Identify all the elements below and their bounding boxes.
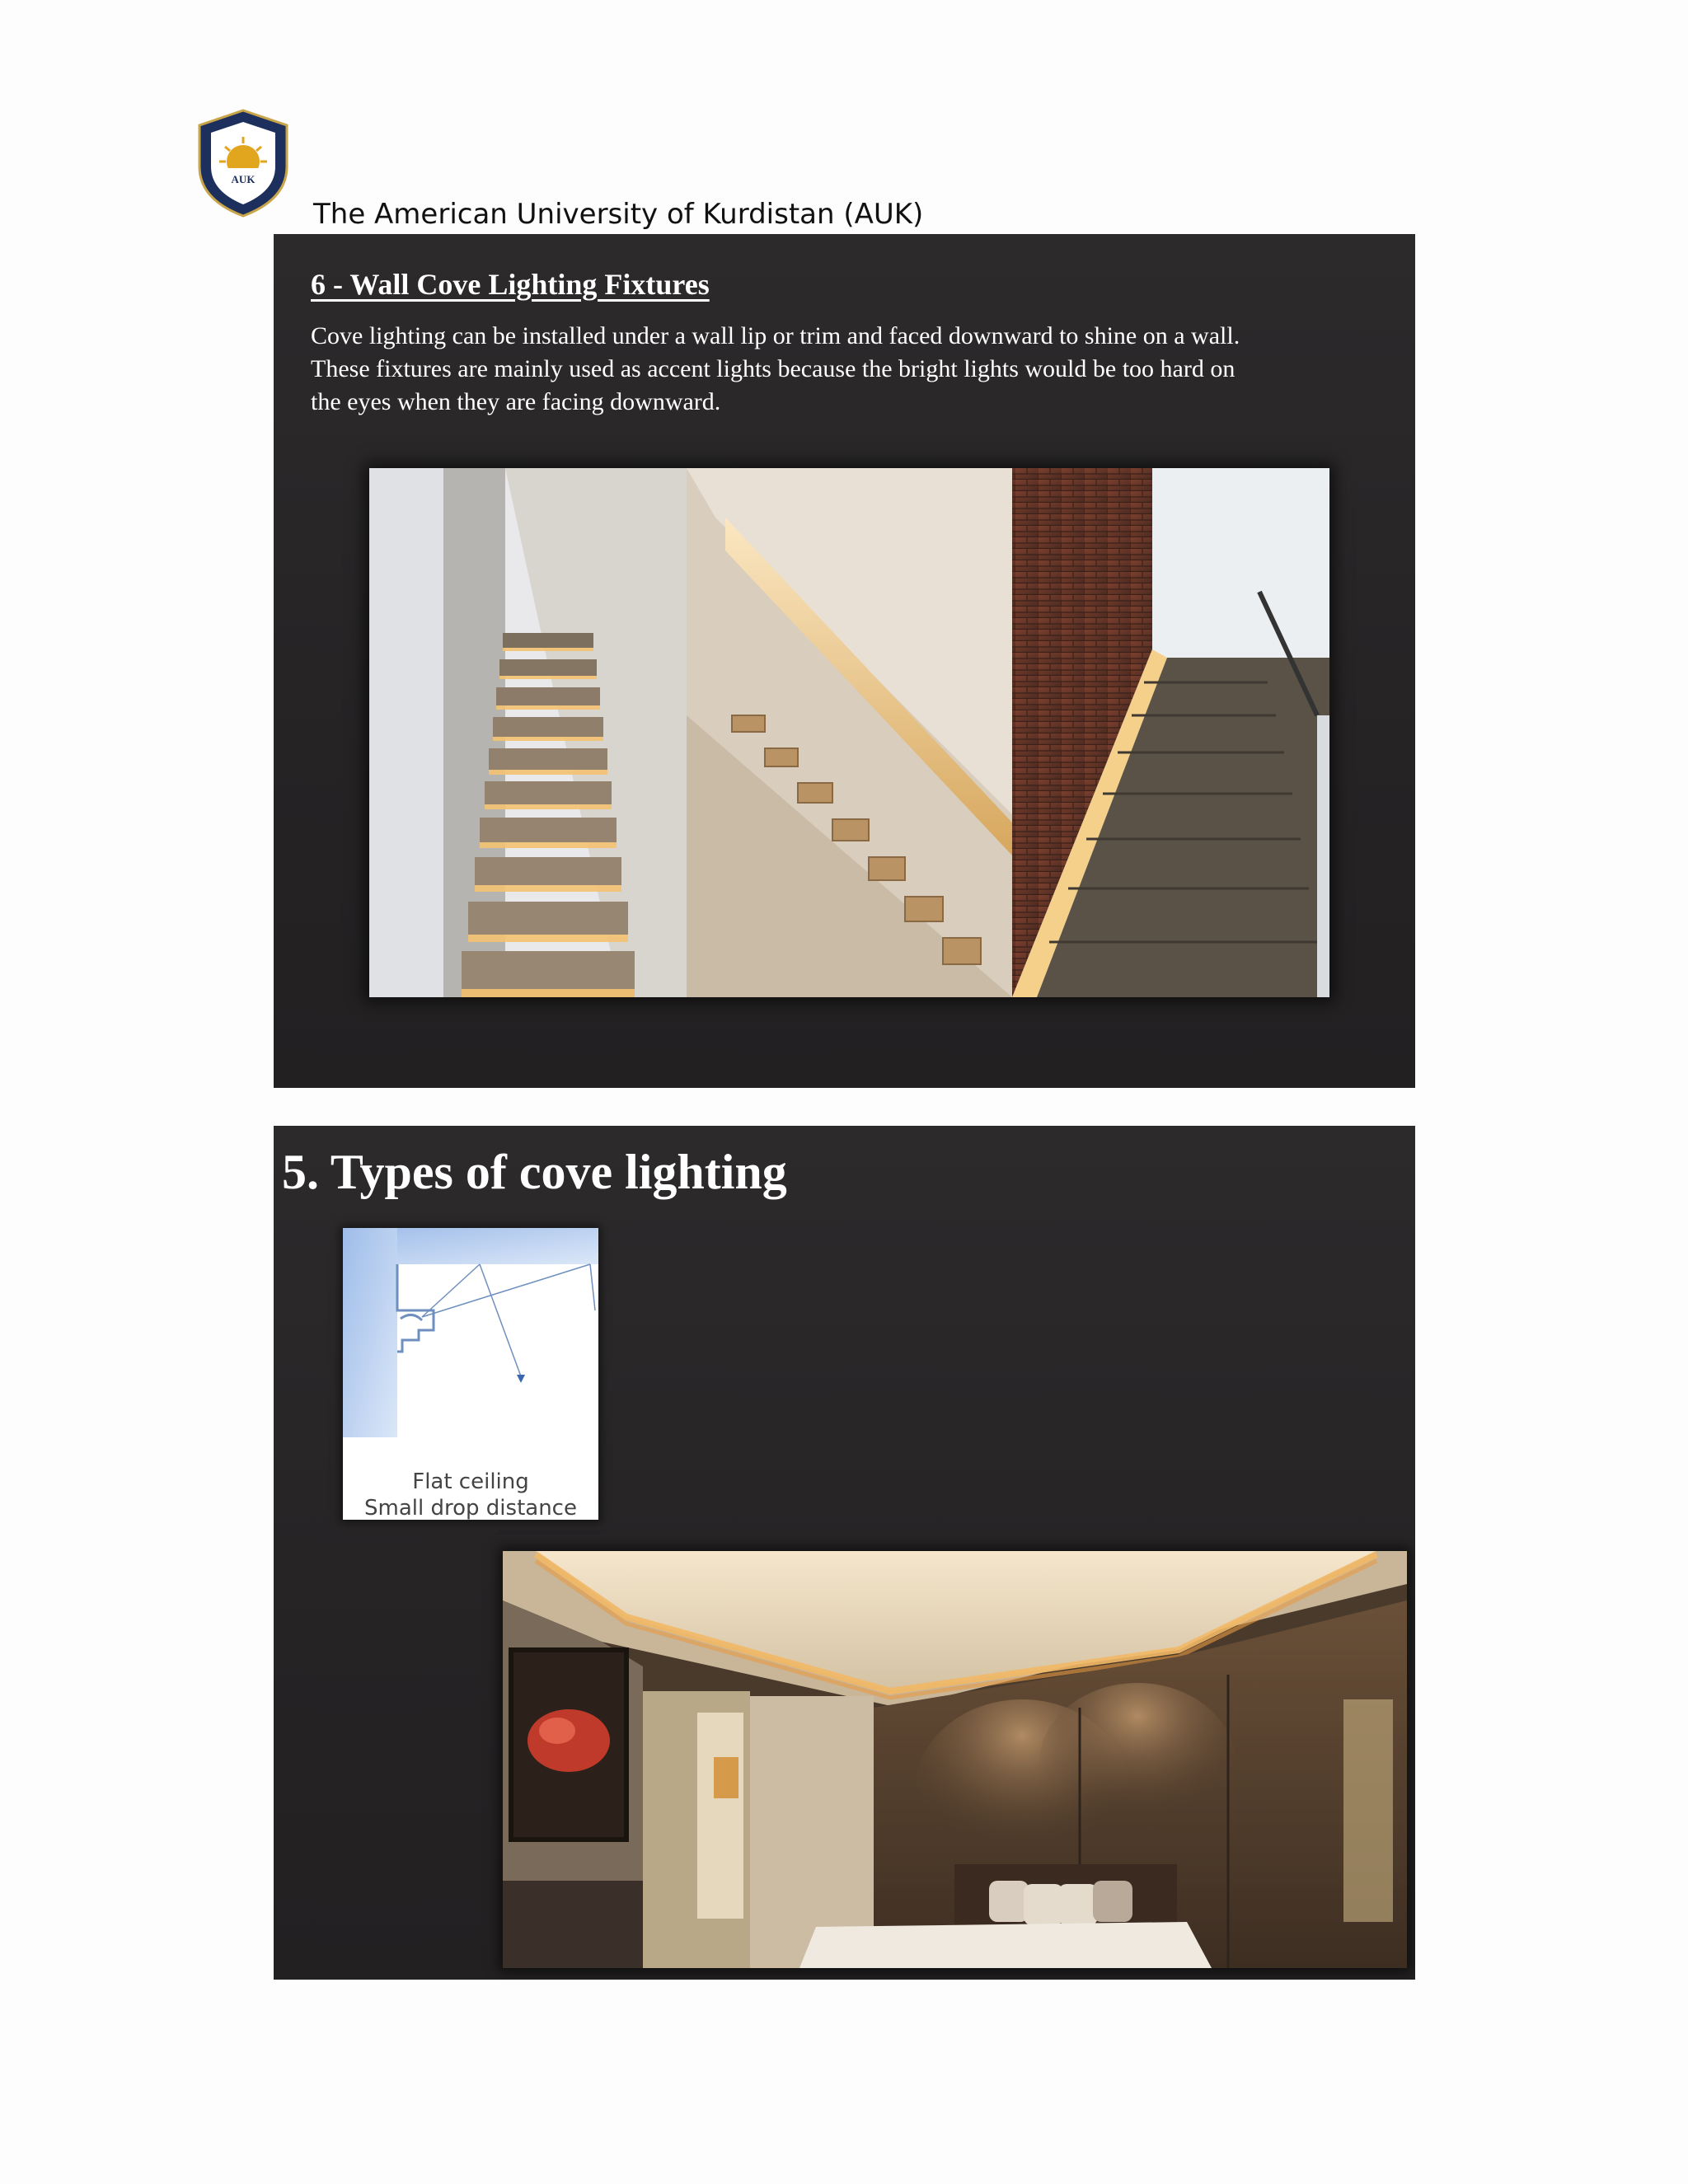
university-logo — [195, 107, 292, 219]
caption-line: Small drop distance — [364, 1496, 577, 1521]
slide-body-text — [311, 320, 1399, 419]
caption-line: Flat ceiling — [412, 1469, 529, 1494]
diagram-caption — [343, 1469, 598, 1521]
bedroom-photo — [503, 1551, 1407, 1968]
slide-types-of-cove-lighting — [274, 1126, 1415, 1980]
cove-section-diagram-icon — [343, 1228, 598, 1467]
slide-title: 6 - Wall Cove Lighting Fixtures — [311, 268, 710, 301]
university-name: The American University of Kurdistan (AUK) — [313, 198, 924, 231]
svg-text:AUK: AUK — [231, 173, 256, 185]
slide-title: 5. Types of cove lighting — [282, 1145, 787, 1199]
body-line: These fixtures are mainly used as accent lights because the bright lights would be too hard on — [311, 355, 1236, 382]
cove-section-diagram — [343, 1228, 598, 1520]
body-line: Cove lighting can be installed under a wall lip or trim and faced downward to shine on a wall. — [311, 322, 1240, 349]
body-line: the eyes when they are facing downward. — [311, 388, 721, 415]
staircase-photo — [369, 468, 1329, 997]
slide-wall-cove-lighting — [274, 234, 1415, 1088]
